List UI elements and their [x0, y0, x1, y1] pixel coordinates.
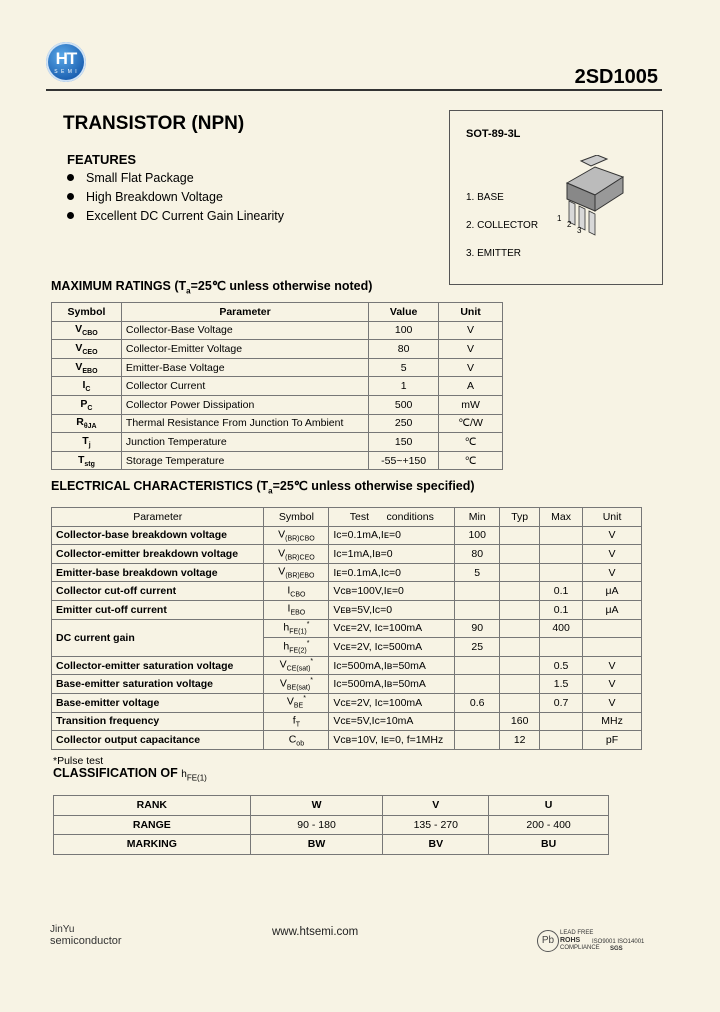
max-cell: [540, 526, 583, 545]
condition-cell: Iᴄ=1mA,Iʙ=0: [329, 545, 455, 564]
condition-cell: Vᴇʙ=5V,Iᴄ=0: [329, 600, 455, 619]
symbol-cell: $V_{(BR)EBO}$: [264, 563, 329, 582]
condition-cell: Iᴄ=0.1mA,Iᴇ=0: [329, 526, 455, 545]
symbol-cell: $I_{CBO}$: [264, 582, 329, 601]
parameter-cell: Transition frequency: [52, 712, 264, 731]
unit-cell: V: [583, 693, 642, 712]
min-cell: 0.6: [455, 693, 500, 712]
min-cell: 25: [455, 638, 500, 657]
company-name: JinYu: [50, 924, 75, 935]
range-row: [54, 815, 609, 835]
condition-cell: Iᴄ=500mA,Iʙ=50mA: [329, 675, 455, 694]
column-header: Typ: [500, 508, 540, 527]
parameter-cell: Collector output capacitance: [52, 731, 264, 750]
logo-text: HT: [55, 49, 77, 68]
symbol-cell: $h_{FE(1)}^*$: [264, 619, 329, 638]
header-divider: [46, 89, 662, 91]
unit-cell: μA: [583, 600, 642, 619]
company-subtitle: semiconductor: [50, 935, 122, 947]
table-header-row: [52, 508, 642, 527]
min-cell: 90: [455, 619, 500, 638]
symbol-cell: $V_{CE(sat)}^*$: [264, 656, 329, 675]
unit-cell: V: [439, 340, 503, 359]
parameter-cell: Collector-emitter saturation voltage: [52, 656, 264, 675]
symbol-cell: $f_T$: [264, 712, 329, 731]
condition-cell: Iᴇ=0.1mA,Iᴄ=0: [329, 563, 455, 582]
unit-cell: ℃: [439, 433, 503, 452]
unit-cell: V: [583, 656, 642, 675]
min-cell: [455, 656, 500, 675]
unit-cell: V: [439, 321, 503, 340]
table-row: [52, 340, 503, 359]
symbol-cell: $V_{BE(sat)}^*$: [264, 675, 329, 694]
unit-cell: V: [439, 358, 503, 377]
typ-cell: 160: [500, 712, 540, 731]
max-cell: [540, 563, 583, 582]
parameter-cell: Emitter-base breakdown voltage: [52, 563, 264, 582]
range-cell: 90 - 180: [250, 815, 383, 835]
unit-cell: MHz: [583, 712, 642, 731]
min-cell: [455, 731, 500, 750]
table-row: [52, 675, 642, 694]
typ-cell: [500, 693, 540, 712]
table-row: [52, 731, 642, 750]
pin-label: 3. EMITTER: [466, 248, 522, 259]
electrical-heading: ELECTRICAL CHARACTERISTICS ($T_a=25℃$ unless otherwise specified): [51, 479, 475, 496]
parameter-cell: Emitter-Base Voltage: [121, 358, 368, 377]
table-row: [52, 395, 503, 414]
electrical-table: [51, 507, 642, 750]
symbol-cell: $h_{FE(2)}^*$: [264, 638, 329, 657]
page-title: TRANSISTOR (NPN): [63, 113, 245, 134]
max-ratings-heading: MAXIMUM RATINGS ($T_a=25℃$ unless otherwise noted): [51, 279, 373, 296]
unit-cell: [583, 619, 642, 638]
table-header-row: [52, 303, 503, 322]
typ-cell: [500, 563, 540, 582]
table-row: [52, 358, 503, 377]
max-cell: [540, 712, 583, 731]
svg-text:3: 3: [577, 226, 582, 235]
company-logo: [46, 42, 86, 82]
value-cell: 100: [369, 321, 439, 340]
parameter-cell: Emitter cut-off current: [52, 600, 264, 619]
min-cell: [455, 675, 500, 694]
pin-label: 2. COLLECTOR: [466, 220, 539, 231]
symbol-cell: $V_{BE}^*$: [264, 693, 329, 712]
unit-cell: mW: [439, 395, 503, 414]
value-cell: 80: [369, 340, 439, 359]
marking-cell: BV: [383, 835, 489, 855]
parameter-cell: Junction Temperature: [121, 433, 368, 452]
parameter-cell: Collector-Base Voltage: [121, 321, 368, 340]
min-cell: 5: [455, 563, 500, 582]
symbol-cell: $V_{EBO}$: [52, 358, 122, 377]
typ-cell: [500, 638, 540, 657]
unit-cell: [583, 638, 642, 657]
value-cell: 1: [369, 377, 439, 396]
table-row: [52, 600, 642, 619]
typ-cell: [500, 582, 540, 601]
marking-cell: BW: [250, 835, 383, 855]
column-header: Parameter: [121, 303, 368, 322]
max-cell: 400: [540, 619, 583, 638]
symbol-cell: $P_C$: [52, 395, 122, 414]
lead-free-icon: Pb: [537, 930, 559, 952]
svg-text:2: 2: [567, 220, 572, 229]
condition-cell: Vᴄᴇ=2V, Iᴄ=100mA: [329, 619, 455, 638]
value-cell: 150: [369, 433, 439, 452]
typ-cell: [500, 619, 540, 638]
max-cell: 0.5: [540, 656, 583, 675]
parameter-cell: DC current gain: [52, 619, 264, 656]
max-cell: 0.1: [540, 582, 583, 601]
table-row: [52, 563, 642, 582]
typ-cell: [500, 656, 540, 675]
symbol-cell: $V_{(BR)CBO}$: [264, 526, 329, 545]
table-row: [52, 619, 642, 638]
symbol-cell: $I_{EBO}$: [264, 600, 329, 619]
parameter-cell: Collector-Emitter Voltage: [121, 340, 368, 359]
row-label: MARKING: [54, 835, 251, 855]
bullet-icon: [67, 193, 74, 200]
value-cell: 5: [369, 358, 439, 377]
cert-rohs: ROHS: [560, 937, 581, 944]
table-row: [52, 451, 503, 470]
typ-cell: 12: [500, 731, 540, 750]
min-cell: 100: [455, 526, 500, 545]
table-row: [52, 693, 642, 712]
parameter-cell: Collector Power Dissipation: [121, 395, 368, 414]
max-cell: 0.1: [540, 600, 583, 619]
min-cell: [455, 712, 500, 731]
condition-cell: Vᴄᴇ=5V,Iᴄ=10mA: [329, 712, 455, 731]
column-header: Parameter: [52, 508, 264, 527]
column-header: Test conditions: [329, 508, 455, 527]
table-row: [52, 712, 642, 731]
bullet-icon: [67, 174, 74, 181]
max-cell: [540, 638, 583, 657]
website-link[interactable]: www.htsemi.com: [272, 926, 359, 938]
unit-cell: μA: [583, 582, 642, 601]
value-cell: 250: [369, 414, 439, 433]
parameter-cell: Base-emitter voltage: [52, 693, 264, 712]
condition-cell: Vᴄʙ=10V, Iᴇ=0, f=1MHz: [329, 731, 455, 750]
min-cell: [455, 582, 500, 601]
package-name: SOT-89-3L: [466, 128, 521, 140]
parameter-cell: Base-emitter saturation voltage: [52, 675, 264, 694]
table-row: [52, 321, 503, 340]
svg-text:1: 1: [557, 214, 562, 223]
min-cell: [455, 600, 500, 619]
max-cell: [540, 731, 583, 750]
symbol-cell: $V_{CBO}$: [52, 321, 122, 340]
typ-cell: [500, 600, 540, 619]
value-cell: 500: [369, 395, 439, 414]
parameter-cell: Collector-base breakdown voltage: [52, 526, 264, 545]
table-row: [52, 377, 503, 396]
symbol-cell: $T_{stg}$: [52, 451, 122, 470]
features-heading: FEATURES: [67, 152, 137, 167]
row-label: RANK: [54, 796, 251, 816]
feature-item: Excellent DC Current Gain Linearity: [67, 209, 284, 223]
symbol-cell: $V_{CEO}$: [52, 340, 122, 359]
marking-row: [54, 835, 609, 855]
symbol-cell: $I_C$: [52, 377, 122, 396]
part-number: 2SD1005: [574, 66, 658, 88]
parameter-cell: Collector cut-off current: [52, 582, 264, 601]
classification-table: [53, 795, 609, 855]
max-cell: 1.5: [540, 675, 583, 694]
pin-label: 1. BASE: [466, 192, 504, 203]
max-ratings-table: [51, 302, 503, 470]
table-row: [52, 414, 503, 433]
value-cell: -55~+150: [369, 451, 439, 470]
rank-cell: U: [489, 796, 609, 816]
condition-cell: Vᴄᴇ=2V, Iᴄ=100mA: [329, 693, 455, 712]
table-row: [52, 545, 642, 564]
sot89-package-icon: [545, 155, 635, 240]
condition-cell: Vᴄʙ=100V,Iᴇ=0: [329, 582, 455, 601]
table-row: [52, 433, 503, 452]
typ-cell: [500, 675, 540, 694]
unit-cell: A: [439, 377, 503, 396]
symbol-cell: $R_{\theta JA}$: [52, 414, 122, 433]
pulse-test-note: *Pulse test: [53, 755, 104, 767]
column-header: Max: [540, 508, 583, 527]
condition-cell: Vᴄᴇ=2V, Iᴄ=500mA: [329, 638, 455, 657]
row-label: RANGE: [54, 815, 251, 835]
parameter-cell: Thermal Resistance From Junction To Ambient: [121, 414, 368, 433]
table-row: [52, 526, 642, 545]
feature-item: Small Flat Package: [67, 171, 194, 185]
range-cell: 135 - 270: [383, 815, 489, 835]
classification-heading: CLASSIFICATION OF $h_{FE(1)}$: [53, 766, 207, 783]
unit-cell: V: [583, 545, 642, 564]
feature-item: High Breakdown Voltage: [67, 190, 223, 204]
column-header: Unit: [439, 303, 503, 322]
cert-sgs: SGS: [610, 946, 623, 952]
rank-cell: V: [383, 796, 489, 816]
parameter-cell: Collector-emitter breakdown voltage: [52, 545, 264, 564]
cert-iso: ISO9001 ISO14001: [592, 939, 645, 945]
min-cell: 80: [455, 545, 500, 564]
table-row: [52, 582, 642, 601]
symbol-cell: $V_{(BR)CEO}$: [264, 545, 329, 564]
range-cell: 200 - 400: [489, 815, 609, 835]
column-header: Unit: [583, 508, 642, 527]
cert-rohs-sub: COMPLIANCE: [560, 945, 600, 951]
unit-cell: pF: [583, 731, 642, 750]
rank-row: [54, 796, 609, 816]
marking-cell: BU: [489, 835, 609, 855]
rank-cell: W: [250, 796, 383, 816]
unit-cell: V: [583, 526, 642, 545]
max-cell: [540, 545, 583, 564]
parameter-cell: Storage Temperature: [121, 451, 368, 470]
typ-cell: [500, 526, 540, 545]
unit-cell: ℃/W: [439, 414, 503, 433]
column-header: Value: [369, 303, 439, 322]
unit-cell: ℃: [439, 451, 503, 470]
bullet-icon: [67, 212, 74, 219]
unit-cell: V: [583, 675, 642, 694]
max-cell: 0.7: [540, 693, 583, 712]
parameter-cell: Collector Current: [121, 377, 368, 396]
logo-subtext: S E M I: [54, 69, 78, 75]
condition-cell: Iᴄ=500mA,Iʙ=50mA: [329, 656, 455, 675]
column-header: Min: [455, 508, 500, 527]
symbol-cell: $C_{ob}$: [264, 731, 329, 750]
column-header: Symbol: [52, 303, 122, 322]
table-row: [52, 656, 642, 675]
column-header: Symbol: [264, 508, 329, 527]
symbol-cell: $T_j$: [52, 433, 122, 452]
cert-lead-free: LEAD FREE: [560, 930, 594, 936]
typ-cell: [500, 545, 540, 564]
unit-cell: V: [583, 563, 642, 582]
